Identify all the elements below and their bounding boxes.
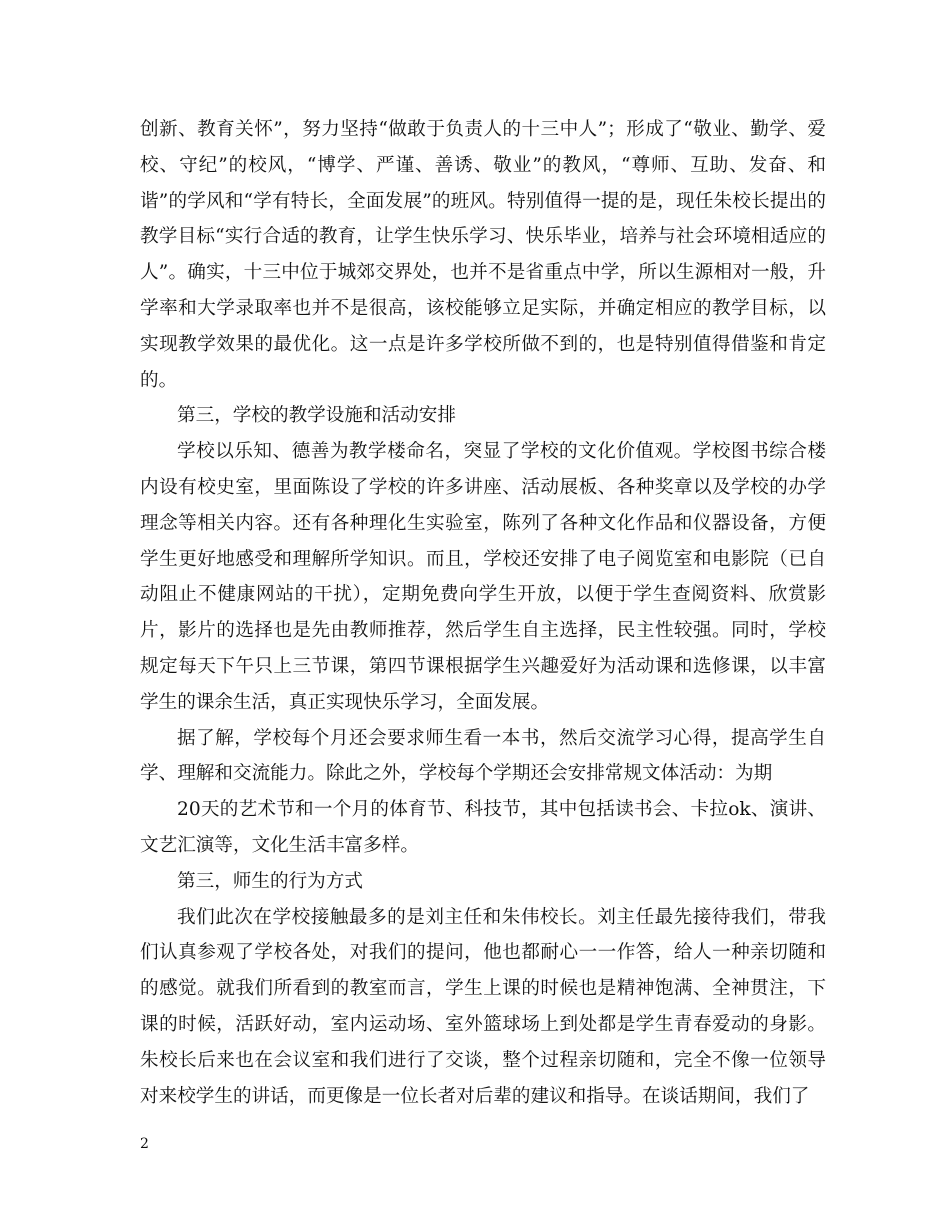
paragraph-facilities: 学校以乐知、德善为教学楼命名，突显了学校的文化价值观。学校图书综合楼内设有校史室，里面陈设了学校的许多讲座、活动展板、各种奖章以及学校的办学理念等相关内容。还有各种理化生实验室，陈列了各种文化作品和仪器设备，方便学生更好地感受和理解所学知识。而且，学校还安排了电子阅览室和电影院（已自动阻止不健康网站的干扰），定期免费向学生开放，以便于学生查阅资料、欣赏影片，影片的选择也是先由教师推荐，然后学生自主选择，民主性较强。同时，学校规定每天下午只上三节课，第四节课根据学生兴趣爱好为活动课和选修课，以丰富学生的课余生活，真正实现快乐学习，全面发展。 (140, 441, 826, 713)
page-number: 2 (140, 1136, 149, 1152)
section-heading-facilities: 第三，学校的教学设施和活动安排 (177, 405, 456, 427)
paragraph-behavior: 我们此次在学校接触最多的是刘主任和朱伟校长。刘主任最先接待我们，带我们认真参观了学校各处，对我们的提问，他也都耐心一一作答，给人一种亲切随和的感觉。就我们所看到的教室而言，学生上课的时候也是精神饱满、全神贯注，下课的时候，活跃好动，室内运动场、室外篮球场上到处都是学生青春爱动的身影。朱校长后来也在会议室和我们进行了交谈，整个过程亲切随和，完全不像一位领导对来校学生的讲话，而更像是一位长者对后辈的建议和指导。在谈话期间，我们了 (140, 906, 826, 1107)
paragraph-reading: 据了解，学校每个月还会要求师生看一本书，然后交流学习心得，提高学生自学、理解和交流能力。除此之外，学校每个学期还会安排常规文体活动：为期 (140, 727, 826, 785)
paragraph-festivals: 20天的艺术节和一个月的体育节、科技节，其中包括读书会、卡拉ok、演讲、文艺汇演等，文化生活丰富多样。 (140, 799, 826, 856)
document-body (140, 112, 826, 1114)
paragraph-1: 创新、教育关怀”，努力坚持“做敢于负责人的十三中人”；形成了“敬业、勤学、爱校、守纪”的校风，“博学、严谨、善诱、敬业”的教风，“尊师、互助、发奋、和谐”的学风和“学有特长，全面发展”的班风。特别值得一提的是，现任朱校长提出的教学目标“实行合适的教育，让学生快乐学习、快乐毕业，培养与社会环境相适应的人”。确实，十三中位于城郊交界处，也并不是省重点中学，所以生源相对一般，升学率和大学录取率也并不是很高，该校能够立足实际，并确定相应的教学目标，以实现教学效果的最优化。这一点是许多学校所做不到的，也是特别值得借鉴和肯定的。 (140, 119, 826, 391)
section-heading-behavior: 第三，师生的行为方式 (177, 870, 363, 892)
